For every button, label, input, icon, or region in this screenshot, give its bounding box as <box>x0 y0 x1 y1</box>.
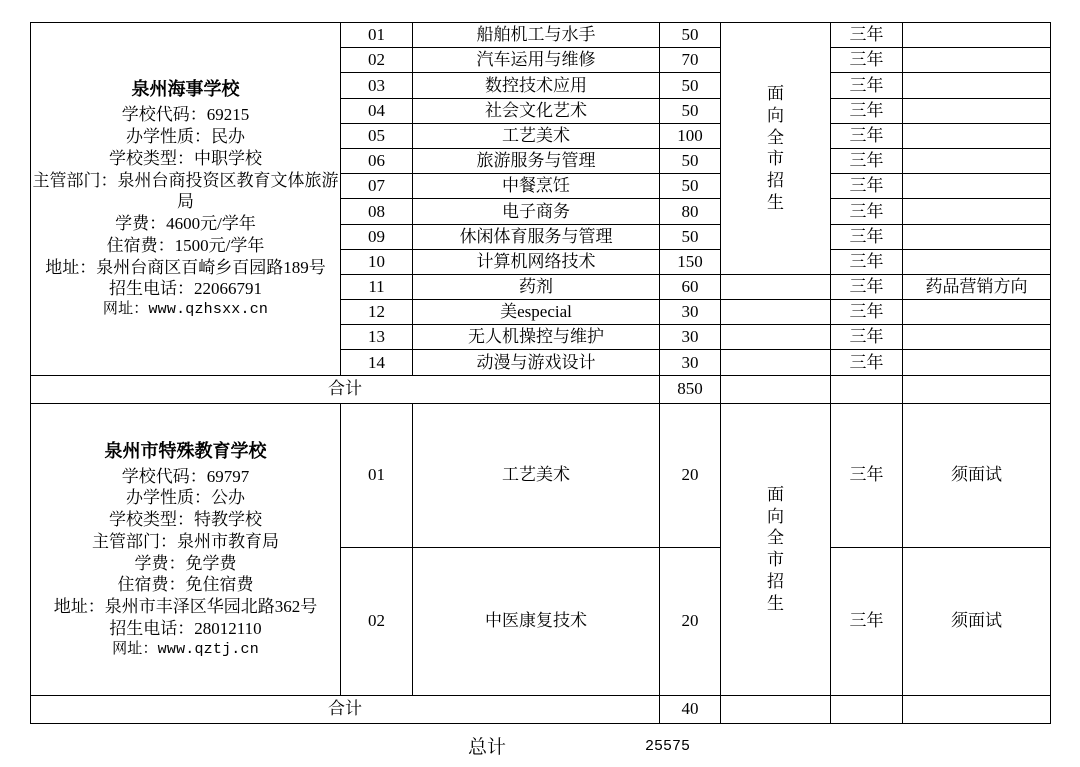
subtotal-blank-note <box>903 375 1051 403</box>
major-plan: 60 <box>660 274 721 299</box>
major-plan: 50 <box>660 148 721 173</box>
school-info-cell <box>31 23 341 376</box>
major-note <box>903 174 1051 199</box>
major-no: 13 <box>341 325 413 350</box>
school-detail-dorm-fee: 住宿费：1500元/学年 <box>106 235 265 255</box>
major-years: 三年 <box>831 123 903 148</box>
major-name: 数控技术应用 <box>413 73 660 98</box>
major-name: 船舶机工与水手 <box>413 23 660 48</box>
major-note <box>903 350 1051 375</box>
major-years: 三年 <box>831 73 903 98</box>
major-note <box>903 249 1051 274</box>
major-name: 中医康复技术 <box>413 547 660 695</box>
major-years: 三年 <box>831 148 903 173</box>
major-years: 三年 <box>831 249 903 274</box>
subtotal-blank-years <box>831 695 903 723</box>
enrollment-scope-text: 面向全市招生 <box>767 84 785 212</box>
major-name: 药剂 <box>413 274 660 299</box>
table-row-subtotal <box>31 695 1051 723</box>
major-years: 三年 <box>831 174 903 199</box>
school-detail-dorm-fee: 住宿费：免住宿费 <box>117 575 254 595</box>
major-years: 三年 <box>831 224 903 249</box>
major-note <box>903 23 1051 48</box>
table-row <box>31 403 1051 547</box>
major-years: 三年 <box>831 98 903 123</box>
major-no: 08 <box>341 199 413 224</box>
school-detail-authority: 主管部门：泉州台商投资区教育文体旅游局 <box>32 170 339 212</box>
school-detail-type: 学校类型：中职学校 <box>109 148 262 168</box>
major-note <box>903 199 1051 224</box>
major-no: 06 <box>341 148 413 173</box>
school-detail-website: 网址：www.qztj.cn <box>112 640 259 658</box>
major-name: 电子商务 <box>413 199 660 224</box>
major-no: 03 <box>341 73 413 98</box>
enrollment-scope-blank <box>721 350 831 375</box>
major-name: 社会文化艺术 <box>413 98 660 123</box>
major-plan: 30 <box>660 300 721 325</box>
major-years: 三年 <box>831 350 903 375</box>
major-name: 计算机网络技术 <box>413 249 660 274</box>
major-no: 02 <box>341 48 413 73</box>
major-plan: 70 <box>660 48 721 73</box>
major-years: 三年 <box>831 547 903 695</box>
subtotal-blank-note <box>903 695 1051 723</box>
major-no: 07 <box>341 174 413 199</box>
major-years: 三年 <box>831 199 903 224</box>
school-detail-tuition: 学费：免学费 <box>134 553 237 573</box>
major-name: 中餐烹饪 <box>413 174 660 199</box>
major-note <box>903 123 1051 148</box>
subtotal-blank-years <box>831 375 903 403</box>
school-detail-type: 学校类型：特教学校 <box>109 510 262 530</box>
major-no: 02 <box>341 547 413 695</box>
school-detail-authority: 主管部门：泉州市教育局 <box>92 531 279 551</box>
school-info-cell <box>31 403 341 695</box>
major-note: 药品营销方向 <box>903 274 1051 299</box>
major-plan: 30 <box>660 350 721 375</box>
major-years: 三年 <box>831 325 903 350</box>
major-name: 工艺美术 <box>413 123 660 148</box>
major-name: 动漫与游戏设计 <box>413 350 660 375</box>
major-plan: 50 <box>660 73 721 98</box>
subtotal-blank-scope <box>721 375 831 403</box>
grand-total-value: 25575 <box>645 737 691 755</box>
enrollment-scope-blank <box>721 274 831 299</box>
major-no: 01 <box>341 403 413 547</box>
enrollment-table <box>30 22 1051 724</box>
major-no: 12 <box>341 300 413 325</box>
subtotal-blank-scope <box>721 695 831 723</box>
enrollment-scope-blank <box>721 325 831 350</box>
major-plan: 100 <box>660 123 721 148</box>
major-plan: 50 <box>660 174 721 199</box>
major-note: 须面试 <box>903 403 1051 547</box>
table-row <box>31 23 1051 48</box>
major-years: 三年 <box>831 403 903 547</box>
enrollment-scope <box>721 403 831 695</box>
table-row-subtotal <box>31 375 1051 403</box>
major-note <box>903 98 1051 123</box>
major-plan: 50 <box>660 23 721 48</box>
major-name: 休闲体育服务与管理 <box>413 224 660 249</box>
school-detail-phone: 招生电话：28012110 <box>109 618 262 638</box>
major-name: 工艺美术 <box>413 403 660 547</box>
major-plan: 20 <box>660 403 721 547</box>
school-name: 泉州海事学校 <box>131 79 240 100</box>
major-plan: 50 <box>660 224 721 249</box>
major-no: 01 <box>341 23 413 48</box>
major-note <box>903 73 1051 98</box>
major-plan: 30 <box>660 325 721 350</box>
major-name: 旅游服务与管理 <box>413 148 660 173</box>
school-detail-code: 学校代码：69215 <box>121 105 250 125</box>
subtotal-label: 合计 <box>31 375 660 403</box>
major-name: 美especial <box>413 300 660 325</box>
major-note: 须面试 <box>903 547 1051 695</box>
major-note <box>903 300 1051 325</box>
major-name: 无人机操控与维护 <box>413 325 660 350</box>
grand-total-row <box>30 724 1050 762</box>
major-no: 11 <box>341 274 413 299</box>
major-note <box>903 325 1051 350</box>
school-detail-address: 地址：泉州台商区百崎乡百园路189号 <box>45 257 326 277</box>
major-note <box>903 48 1051 73</box>
school-detail-website: 网址：www.qzhsxx.cn <box>102 301 269 319</box>
major-plan: 20 <box>660 547 721 695</box>
major-years: 三年 <box>831 23 903 48</box>
major-plan: 50 <box>660 98 721 123</box>
subtotal-value: 40 <box>660 695 721 723</box>
school-detail-address: 地址：泉州市丰泽区华园北路362号 <box>53 597 318 617</box>
major-name: 汽车运用与维修 <box>413 48 660 73</box>
major-plan: 150 <box>660 249 721 274</box>
major-years: 三年 <box>831 274 903 299</box>
major-note <box>903 148 1051 173</box>
school-detail-phone: 招生电话：22066791 <box>109 279 262 299</box>
enrollment-scope-text: 面向全市招生 <box>767 484 785 613</box>
school-name: 泉州市特殊教育学校 <box>104 440 267 461</box>
school-detail-nature: 办学性质：公办 <box>126 488 245 508</box>
major-no: 04 <box>341 98 413 123</box>
major-no: 05 <box>341 123 413 148</box>
subtotal-label: 合计 <box>31 695 660 723</box>
major-years: 三年 <box>831 48 903 73</box>
major-no: 09 <box>341 224 413 249</box>
school-detail-tuition: 学费：4600元/学年 <box>115 214 256 234</box>
school-detail-code: 学校代码：69797 <box>121 466 250 486</box>
enrollment-scope-blank <box>721 300 831 325</box>
grand-total-label: 总计 <box>468 736 507 758</box>
major-plan: 80 <box>660 199 721 224</box>
enrollment-scope <box>721 23 831 275</box>
subtotal-value: 850 <box>660 375 721 403</box>
major-note <box>903 224 1051 249</box>
major-no: 14 <box>341 350 413 375</box>
major-no: 10 <box>341 249 413 274</box>
major-years: 三年 <box>831 300 903 325</box>
school-detail-nature: 办学性质：民办 <box>126 127 245 147</box>
